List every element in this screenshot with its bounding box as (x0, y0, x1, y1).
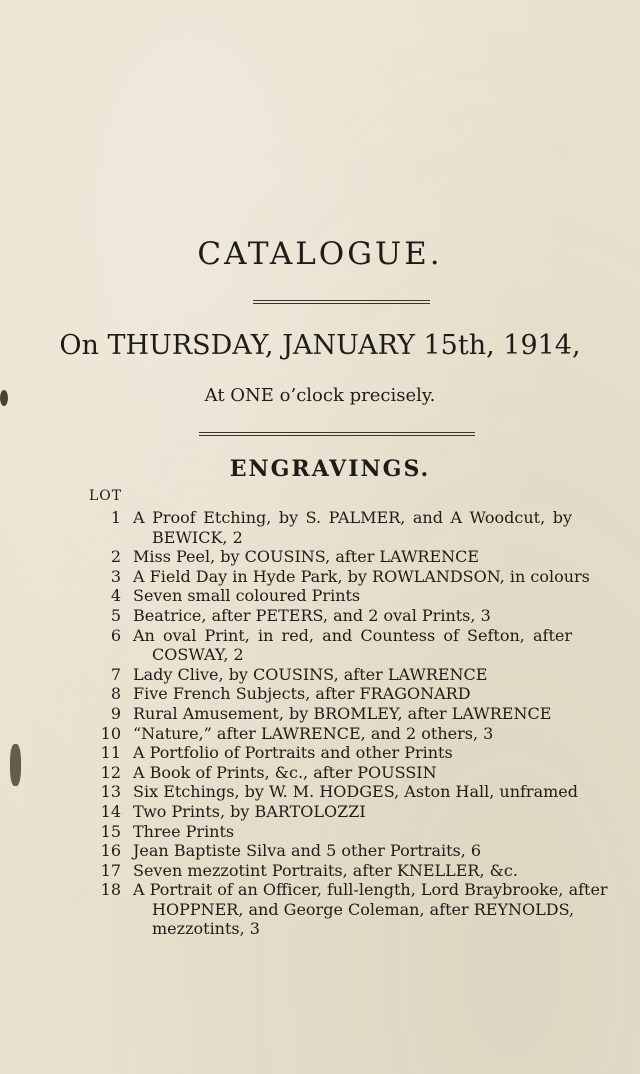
lot-entry (0, 684, 640, 704)
lot-description-line: An oval Print, in red, and Countess of Sefton, after (133, 625, 572, 645)
lot-number: 1 (110, 508, 121, 527)
lot-number: 13 (100, 782, 121, 802)
lot-entry (0, 861, 640, 881)
lot-entry (0, 782, 640, 802)
lot-number: 11 (100, 743, 121, 763)
lot-description-line: Miss Peel, by COUSINS, after LAWRENCE (133, 547, 480, 567)
page-title: CATALOGUE. (197, 236, 443, 272)
title-divider (253, 300, 430, 304)
lot-number: 5 (110, 605, 121, 625)
lot-description-line: Five French Subjects, after FRAGONARD (133, 684, 471, 704)
section-divider (199, 432, 475, 436)
lot-number: 6 (110, 625, 121, 645)
lot-entry (0, 508, 640, 547)
lot-entry (0, 704, 640, 724)
lot-number: 14 (100, 801, 121, 821)
lot-entry (0, 547, 640, 567)
lot-number: 7 (110, 664, 121, 684)
lot-number: 8 (110, 684, 121, 704)
lot-entry (0, 763, 640, 783)
lot-description-line: A Proof Etching, by S. PALMER, and A Woodcut, by (133, 508, 572, 527)
lot-entry (0, 724, 640, 744)
lot-description-line: Lady Clive, by COUSINS, after LAWRENCE (133, 664, 488, 684)
lot-number: 18 (100, 880, 121, 900)
lot-entry (0, 567, 640, 587)
lot-list (0, 508, 640, 939)
lot-description-line: Rural Amusement, by BROMLEY, after LAWRENCE (133, 703, 552, 723)
lot-entry (0, 880, 640, 939)
lot-description-line: Six Etchings, by W. M. HODGES, Aston Hall, unframed (133, 782, 578, 802)
paper-stain-mark (0, 390, 8, 406)
lot-entry (0, 606, 640, 626)
lot-description-line: Two Prints, by BARTOLOZZI (133, 801, 366, 821)
lot-number: 3 (110, 566, 121, 586)
lot-entry (0, 586, 640, 606)
lot-description-line: A Portfolio of Portraits and other Prints (133, 743, 453, 763)
lot-description-line: Seven small coloured Prints (133, 586, 361, 606)
lot-description-line: Jean Baptiste Silva and 5 other Portraits, 6 (133, 841, 482, 861)
lot-number: 10 (100, 723, 121, 743)
lot-description-line: COSWAY, 2 (152, 645, 244, 665)
lot-column-header: LOT (89, 488, 123, 504)
lot-description-line: Three Prints (133, 821, 235, 841)
lot-description-line: A Field Day in Hyde Park, by ROWLANDSON, in colours (133, 566, 590, 586)
paper-stain-mark (10, 744, 21, 786)
lot-entry (0, 802, 640, 822)
lot-number: 17 (100, 860, 121, 880)
lot-description-line: HOPPNER, and George Coleman, after REYNOLDS, (152, 899, 575, 919)
lot-description-line: Seven mezzotint Portraits, after KNELLER, &c. (133, 860, 518, 880)
sale-time: At ONE o’clock precisely. (204, 385, 436, 406)
lot-number: 15 (100, 821, 121, 841)
lot-entry (0, 665, 640, 685)
lot-description-line: “Nature,” after LAWRENCE, and 2 others, 3 (133, 723, 494, 743)
lot-number: 9 (110, 703, 121, 723)
lot-description-line: Beatrice, after PETERS, and 2 oval Prints, 3 (133, 605, 491, 625)
section-heading: ENGRAVINGS. (229, 456, 431, 482)
lot-description-line: mezzotints, 3 (152, 919, 260, 939)
lot-entry (0, 743, 640, 763)
lot-entry (0, 841, 640, 861)
lot-number: 12 (100, 762, 121, 782)
lot-description-line: A Book of Prints, &c., after POUSSIN (133, 762, 437, 782)
lot-description-line: BEWICK, 2 (152, 527, 243, 547)
lot-entry (0, 822, 640, 842)
lot-number: 2 (110, 547, 121, 567)
lot-number: 4 (110, 586, 121, 606)
lot-entry (0, 626, 640, 665)
lot-description-line: A Portrait of an Officer, full-length, Lord Braybrooke, after (133, 880, 608, 900)
lot-number: 16 (100, 841, 121, 861)
sale-date: On THURSDAY, JANUARY 15th, 1914, (59, 330, 581, 361)
